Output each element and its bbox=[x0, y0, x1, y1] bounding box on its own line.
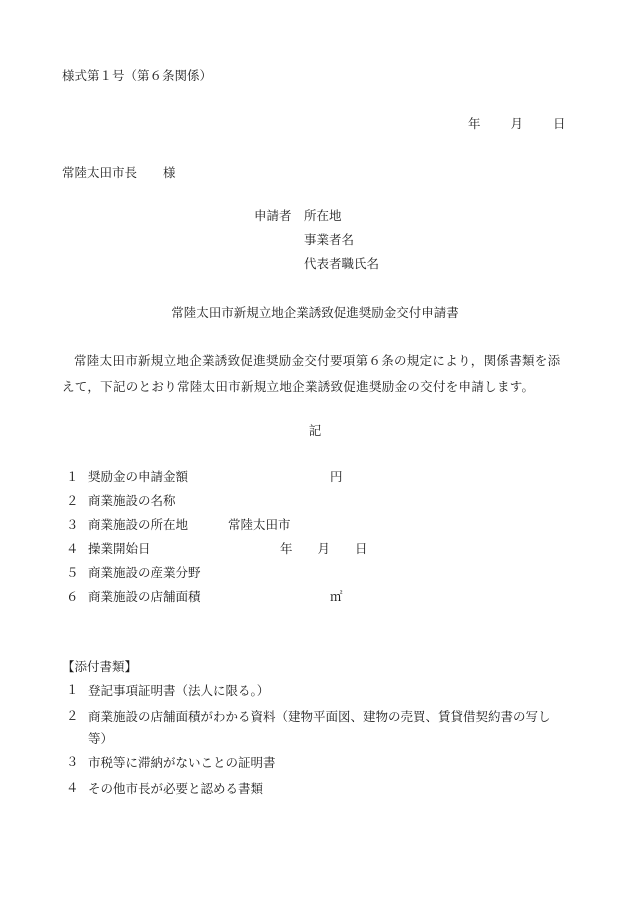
document-title: 常陸太田市新規立地企業誘致促進奨励金交付申請書 bbox=[171, 305, 459, 320]
date-year: 年 bbox=[468, 116, 481, 131]
applicant-field-business-name: 事業者名 bbox=[304, 232, 355, 247]
item-label: 操業開始日 bbox=[88, 541, 151, 556]
attachment-text: 市税等に滞納がないことの証明書 bbox=[88, 755, 276, 770]
date-month: 月 bbox=[510, 116, 524, 131]
date-line bbox=[468, 114, 566, 132]
attachment-number: ２ bbox=[66, 708, 79, 723]
form-number: 様式第１号（第６条関係） bbox=[62, 68, 213, 83]
item-value: 年 月 日 bbox=[280, 541, 368, 556]
item-value: 常陸太田市 bbox=[228, 517, 291, 532]
item-number: ５ bbox=[66, 565, 79, 580]
item-label: 奨励金の申請金額 bbox=[88, 469, 189, 484]
attachment-text: 商業施設の店舗面積がわかる資料（建物平面図、建物の売買、賃貸借契約書の写し等） bbox=[88, 709, 551, 746]
applicant-block bbox=[254, 208, 379, 280]
item-value: ㎡ bbox=[330, 589, 343, 604]
item-label: 商業施設の産業分野 bbox=[88, 565, 201, 580]
attachment-text: その他市長が必要と認める書類 bbox=[88, 781, 264, 796]
item-number: ２ bbox=[66, 493, 79, 508]
list-item bbox=[62, 706, 562, 750]
applicant-field-representative: 代表者職氏名 bbox=[304, 256, 380, 271]
addressee-honorific: 様 bbox=[163, 165, 176, 180]
list-item bbox=[62, 680, 562, 704]
addressee-name: 常陸太田市長 bbox=[62, 165, 138, 180]
list-item bbox=[62, 563, 482, 587]
list-item bbox=[62, 467, 482, 491]
addressee bbox=[62, 163, 176, 181]
item-number: ３ bbox=[66, 517, 79, 532]
item-number: ６ bbox=[66, 589, 79, 604]
list-item bbox=[62, 515, 482, 539]
list-item bbox=[62, 752, 562, 776]
list-item bbox=[62, 539, 482, 563]
attachment-number: １ bbox=[66, 682, 79, 697]
item-label: 商業施設の名称 bbox=[88, 493, 176, 508]
ki-heading: 記 bbox=[308, 423, 322, 438]
attachment-text: 登記事項証明書（法人に限る。） bbox=[88, 683, 270, 698]
item-number: ４ bbox=[66, 541, 79, 556]
attachment-number: ３ bbox=[66, 754, 79, 769]
applicant-label: 申請者 bbox=[254, 208, 292, 223]
applicant-field-address: 所在地 bbox=[304, 208, 342, 223]
attachment-number: ４ bbox=[66, 780, 79, 795]
attachments-heading: 【添付書類】 bbox=[62, 659, 138, 674]
body-paragraph: 常陸太田市新規立地企業誘致促進奨励金交付要項第６条の規定により，関係書類を添えて，下記のとおり常陸太田市新規立地企業誘致促進奨励金の交付を申請します。 bbox=[62, 353, 561, 394]
date-day: 日 bbox=[553, 116, 566, 131]
item-label: 商業施設の所在地 bbox=[88, 517, 189, 532]
item-label: 商業施設の店舗面積 bbox=[88, 589, 201, 604]
items-list bbox=[62, 467, 482, 611]
item-number: １ bbox=[66, 469, 79, 484]
attachments-list bbox=[62, 680, 562, 802]
item-value: 円 bbox=[330, 469, 343, 484]
list-item bbox=[62, 587, 482, 611]
list-item bbox=[62, 778, 562, 802]
list-item bbox=[62, 491, 482, 515]
